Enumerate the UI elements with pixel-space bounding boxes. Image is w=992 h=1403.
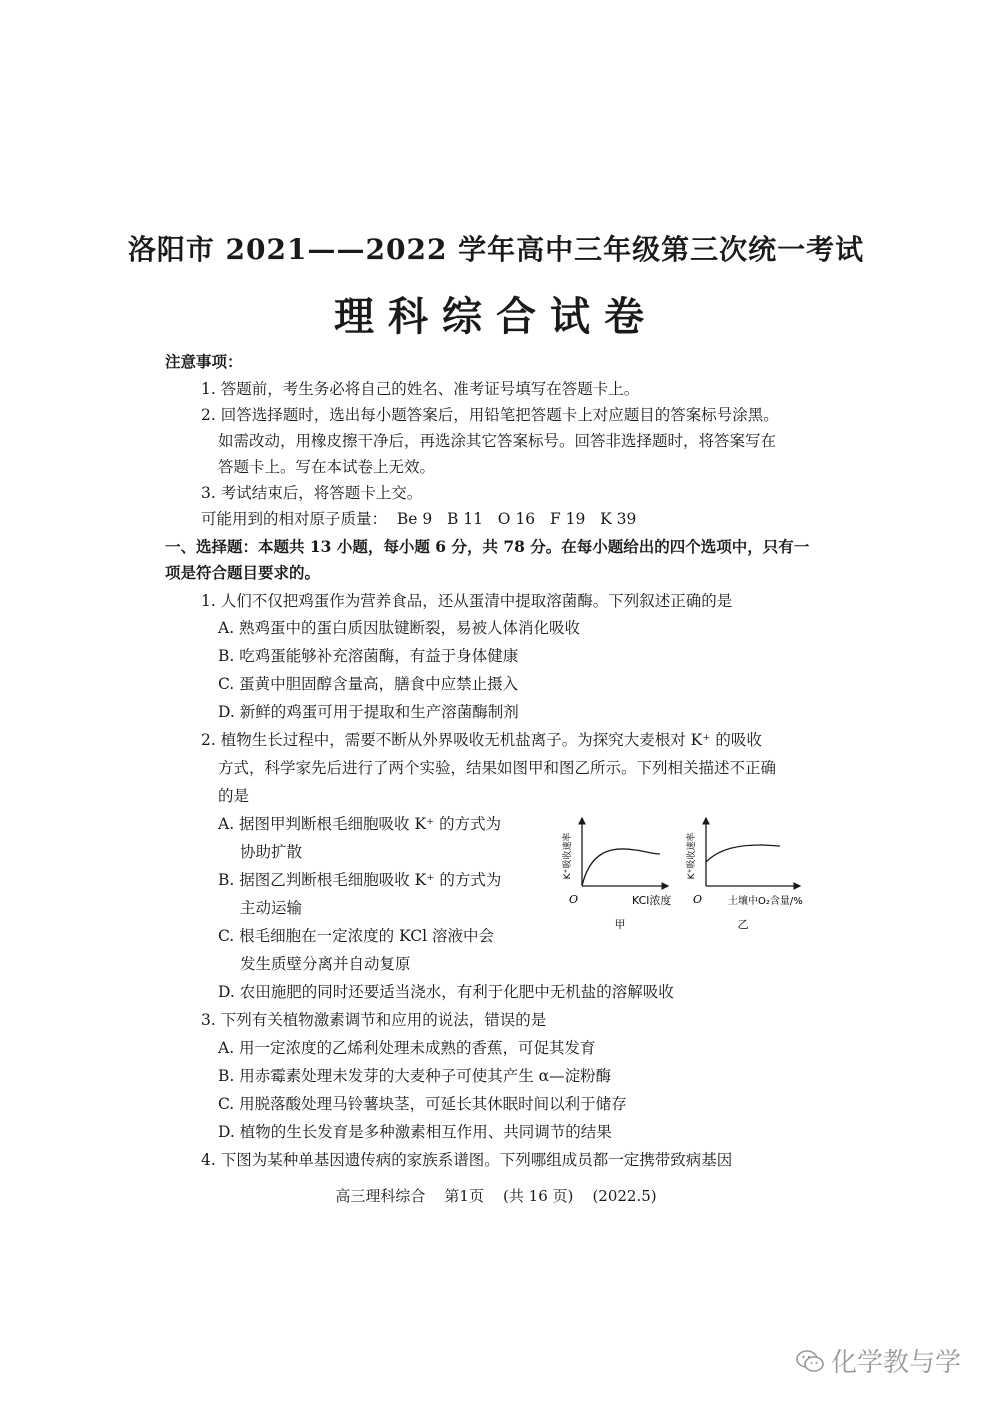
question-2-option-d: D. 农田施肥的同时还要适当浇水，有利于化肥中无机盐的溶解吸收 — [218, 983, 674, 1001]
watermark-text: 化学教与学 — [831, 1348, 962, 1378]
left-y-label: K⁺吸收速率 — [563, 832, 573, 880]
question-3-stem: 3. 下列有关植物激素调节和应用的说法，错误的是 — [201, 1011, 547, 1029]
notice-item: 如需改动，用橡皮擦干净后，再选涂其它答案标号。回答非选择题时，将答案写在 — [218, 432, 777, 450]
section-heading-cont: 项是符合题目要求的。 — [165, 563, 321, 582]
exam-title: 洛阳市 2021——2022 学年高中三年级第三次统一考试 — [127, 233, 865, 266]
atomic-masses: 可能用到的相对原子质量： Be 9 B 11 O 16 F 19 K 39 — [201, 510, 637, 528]
question-2-option-c: C. 根毛细胞在一定浓度的 KCl 溶液中会 — [218, 927, 494, 945]
left-x-label: KCl浓度 — [632, 894, 672, 907]
notice-item: 1. 答题前，考生务必将自己的姓名、准考证号填写在答题卡上。 — [201, 380, 640, 398]
question-3-option-d: D. 植物的生长发育是多种激素相互作用、共同调节的结果 — [218, 1123, 612, 1141]
notice-heading: 注意事项： — [165, 352, 243, 371]
question-2-option-a-cont: 协助扩散 — [240, 843, 303, 861]
question-3-option-a: A. 用一定浓度的乙烯利处理未成熟的香蕉，可促其发育 — [218, 1039, 596, 1057]
question-1-option-d: D. 新鲜的鸡蛋可用于提取和生产溶菌酶制剂 — [218, 703, 519, 721]
notice-item: 2. 回答选择题时，选出每小题答案后，用铅笔把答题卡上对应题目的答案标号涂黑。 — [201, 406, 779, 424]
right-curve — [706, 845, 780, 862]
absorption-figure — [560, 812, 840, 937]
question-2-stem-cont: 的是 — [218, 787, 250, 805]
page-footer: 高三理科综合 第1页 (共 16 页) (2022.5) — [335, 1187, 657, 1205]
notice-item: 答题卡上。写在本试卷上无效。 — [218, 458, 436, 476]
question-1-option-b: B. 吃鸡蛋能够补充溶菌酶，有益于身体健康 — [218, 647, 519, 665]
question-2-stem-cont: 方式，科学家先后进行了两个实验，结果如图甲和图乙所示。下列相关描述不正确 — [218, 759, 777, 777]
question-2-option-b: B. 据图乙判断根毛细胞吸收 K⁺ 的方式为 — [218, 871, 502, 889]
right-x-label: 土壤中O₂含量/% — [728, 896, 803, 907]
right-y-label: K⁺吸收速率 — [687, 832, 697, 880]
right-caption: 乙 — [737, 918, 749, 931]
right-origin: O — [692, 893, 702, 906]
left-origin: O — [568, 893, 578, 906]
notice-item: 3. 考试结束后，将答题卡上交。 — [201, 484, 423, 502]
question-1-option-c: C. 蛋黄中胆固醇含量高，膳食中应禁止摄入 — [218, 675, 519, 693]
question-2-option-a: A. 据图甲判断根毛细胞吸收 K⁺ 的方式为 — [218, 815, 502, 833]
question-3-option-c: C. 用脱落酸处理马铃薯块茎，可延长其休眠时间以利于储存 — [218, 1095, 627, 1113]
wechat-icon — [795, 1348, 825, 1374]
section-heading: 一、选择题：本题共 13 小题，每小题 6 分，共 78 分。在每小题给出的四个选项中，只有一 — [165, 537, 810, 556]
left-caption: 甲 — [614, 918, 626, 931]
question-2-option-b-cont: 主动运输 — [240, 899, 303, 917]
exam-subtitle: 理科综合试卷 — [334, 293, 658, 340]
question-2-stem: 2. 植物生长过程中，需要不断从外界吸收无机盐离子。为探究大麦根对 K⁺ 的吸收 — [201, 731, 762, 749]
question-4-stem: 4. 下图为某种单基因遗传病的家族系谱图。下列哪组成员都一定携带致病基因 — [201, 1151, 733, 1169]
question-1-option-a: A. 熟鸡蛋中的蛋白质因肽键断裂，易被人体消化吸收 — [218, 619, 581, 637]
question-2-option-c-cont: 发生质壁分离并自动复原 — [240, 955, 411, 973]
question-3-option-b: B. 用赤霉素处理未发芽的大麦种子可使其产生 α—淀粉酶 — [218, 1067, 612, 1085]
left-curve — [582, 849, 660, 886]
question-1-stem: 1. 人们不仅把鸡蛋作为营养食品，还从蛋清中提取溶菌酶。下列叙述正确的是 — [201, 592, 733, 610]
watermark — [795, 1342, 961, 1379]
